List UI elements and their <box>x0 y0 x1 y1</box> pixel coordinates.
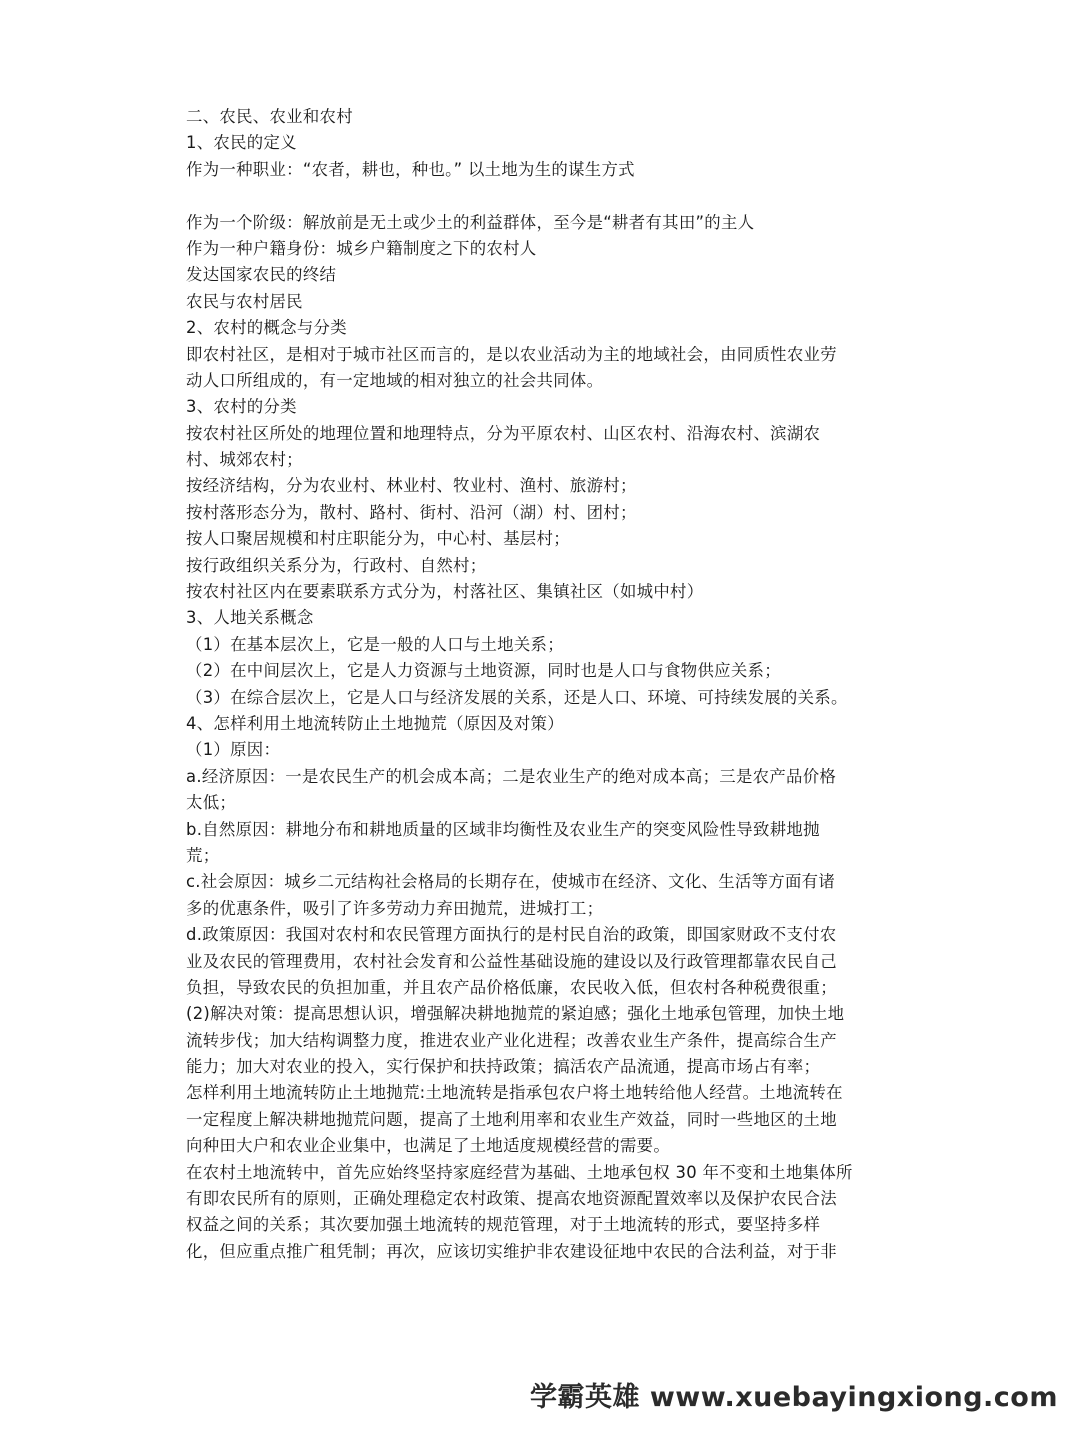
text-line: b.自然原因：耕地分布和耕地质量的区域非均衡性及农业生产的突变风险性导致耕地抛 <box>186 819 820 839</box>
text-line: 作为一种职业：“农者，耕也，种也。” 以土地为生的谋生方式 <box>186 159 635 179</box>
text-line: 权益之间的关系；其次要加强土地流转的规范管理，对于土地流转的形式，要坚持多样 <box>186 1215 821 1235</box>
text-line: 作为一种户籍身份：城乡户籍制度之下的农村人 <box>186 238 537 258</box>
subheading: 2、农村的概念与分类 <box>186 318 347 338</box>
text-line: 农民与农村居民 <box>186 291 303 311</box>
text-line: 负担，导致农民的负担加重，并且农产品价格低廉，农民收入低，但农村各种税费很重； <box>186 977 837 997</box>
text-line: 即农村社区，是相对于城市社区而言的，是以农业活动为主的地域社会，由同质性农业劳 <box>186 344 837 364</box>
text-line: 能力；加大对农业的投入，实行保护和扶持政策；搞活农产品流通，提高市场占有率； <box>186 1057 821 1077</box>
text-line: 按农村社区内在要素联系方式分为，村落社区、集镇社区（如城中村） <box>186 582 704 602</box>
text-line: 有即农民所有的原则，正确处理稳定农村政策、提高农地资源配置效率以及保护农民合法 <box>186 1189 837 1209</box>
subheading: 3、人地关系概念 <box>186 608 314 628</box>
text-line: （1）原因： <box>186 740 281 760</box>
text-line: 动人口所组成的，有一定地域的相对独立的社会共同体。 <box>186 370 604 390</box>
text-line: 多的优惠条件，吸引了许多劳动力弃田抛荒，进城打工； <box>186 898 604 918</box>
text-line: 在农村土地流转中，首先应始终坚持家庭经营为基础、土地承包权 30 年不变和土地集体所 <box>186 1162 853 1182</box>
text-line: 怎样利用土地流转防止土地抛荒:土地流转是指承包农户将土地转给他人经营。土地流转在 <box>186 1083 843 1103</box>
site-watermark: 学霸英雄 www.xuebayingxiong.com <box>529 1382 1058 1413</box>
subheading: 3、农村的分类 <box>186 397 297 417</box>
text-line: 荒； <box>186 845 220 865</box>
text-line: （2）在中间层次上，它是人力资源与土地资源，同时也是人口与食物供应关系； <box>186 661 781 681</box>
subheading: 4、怎样利用土地流转防止土地抛荒（原因及对策） <box>186 713 564 733</box>
text-line: 太低； <box>186 793 237 813</box>
document-body <box>186 104 894 1265</box>
text-line: 村、城郊农村； <box>186 450 303 470</box>
text-line: d.政策原因：我国对农村和农民管理方面执行的是村民自治的政策，即国家财政不支付农 <box>186 925 837 945</box>
text-line: 化，但应重点推广租凭制；再次，应该切实维护非农建设征地中农民的合法利益，对于非 <box>186 1241 837 1261</box>
text-line: （3）在综合层次上，它是人口与经济发展的关系，还是人口、环境、可持续发展的关系。 <box>186 687 848 707</box>
text-line: 一定程度上解决耕地抛荒问题，提高了土地利用率和农业生产效益，同时一些地区的土地 <box>186 1109 837 1129</box>
text-line: 业及农民的管理费用，农村社会发育和公益性基础设施的建设以及行政管理都靠农民自己 <box>186 951 837 971</box>
blank-line <box>186 183 894 209</box>
text-line: 作为一个阶级：解放前是无土或少土的利益群体，至今是“耕者有其田”的主人 <box>186 212 755 232</box>
text-line: 按农村社区所处的地理位置和地理特点，分为平原农村、山区农村、沿海农村、滨湖农 <box>186 423 821 443</box>
text-line: 按人口聚居规模和村庄职能分为，中心村、基层村； <box>186 529 570 549</box>
text-line: a.经济原因：一是农民生产的机会成本高；二是农业生产的绝对成本高；三是农产品价格 <box>186 766 837 786</box>
text-line: 按村落形态分为，散村、路村、街村、沿河（湖）村、团村； <box>186 502 637 522</box>
text-line: (2)解决对策：提高思想认识，增强解决耕地抛荒的紧迫感；强化土地承包管理，加快土地 <box>186 1004 845 1024</box>
text-line: c.社会原因：城乡二元结构社会格局的长期存在，使城市在经济、文化、生活等方面有诸 <box>186 872 836 892</box>
text-line: 按行政组织关系分为，行政村、自然村； <box>186 555 487 575</box>
text-line: 发达国家农民的终结 <box>186 265 337 285</box>
subheading: 1、农民的定义 <box>186 133 297 153</box>
text-line: 流转步伐；加大结构调整力度，推进农业产业化进程；改善农业生产条件，提高综合生产 <box>186 1030 837 1050</box>
text-line: 向种田大户和农业企业集中，也满足了土地适度规模经营的需要。 <box>186 1136 671 1156</box>
text-line: （1）在基本层次上，它是一般的人口与土地关系； <box>186 634 564 654</box>
section-heading: 二、农民、农业和农村 <box>186 107 353 126</box>
text-line: 按经济结构，分为农业村、林业村、牧业村、渔村、旅游村； <box>186 476 637 496</box>
